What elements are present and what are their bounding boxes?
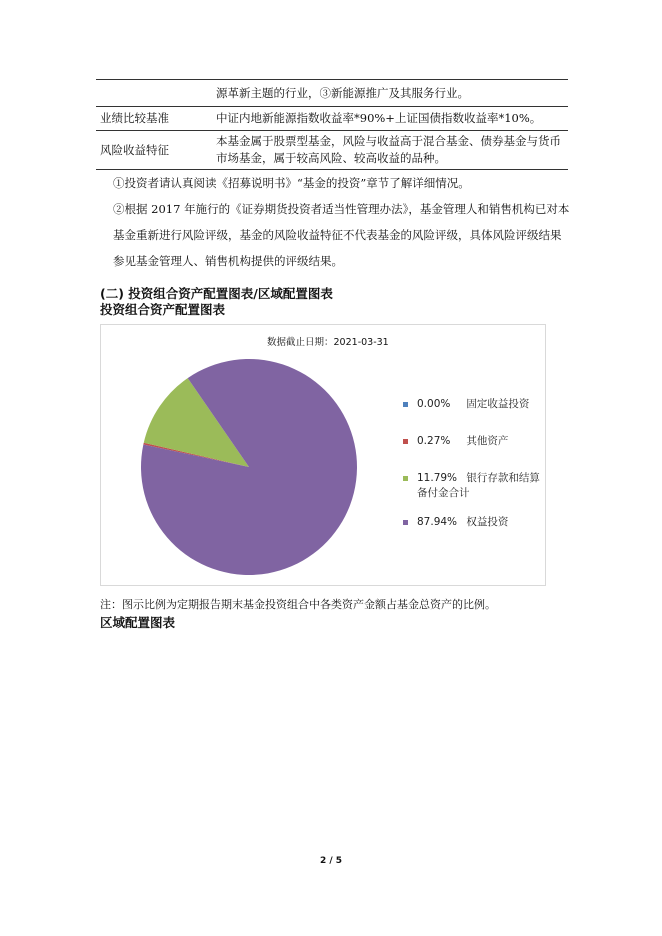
legend-name: 权益投资 [466,516,509,528]
asset-allocation-chart [100,324,546,586]
row-value: 中证内地新能源指数收益率*90%+上证国债指数收益率*10%。 [216,111,542,125]
region-title: 区域配置图表 [100,615,176,630]
legend-percent: 0.27% [417,435,451,447]
legend-swatch [403,439,408,444]
table-row [96,107,568,131]
legend-item [401,397,541,412]
legend-name: 固定收益投资 [466,398,530,410]
page-number: 2 / 5 [319,856,343,866]
chart-subtitle: 投资组合资产配置图表 [100,302,226,317]
chart-date-label: 数据截止日期： [267,337,334,348]
legend-name: 其他资产 [466,435,509,447]
legend-swatch [403,476,408,481]
legend-item [401,434,541,449]
note-2: ②根据 2017 年施行的《证券期货投资者适当性管理办法》，基金管理人和销售机构已对本基金重新进行风险评级，基金的风险收益特征不代表基金的风险评级，具体风险评级结果参见基金管理人、销售机构提供的评级结果。 [113,202,570,268]
notes-block [100,170,570,274]
fund-info-table [96,79,568,170]
table-row [96,80,568,107]
table-row [96,131,568,170]
legend-name: 银行存款和结算备付金合计 [417,472,540,499]
legend-percent: 87.94% [417,516,458,528]
section-title: (二) 投资组合资产配置图表/区域配置图表 [100,286,333,301]
legend-percent: 0.00% [417,398,451,410]
chart-date [267,334,389,348]
legend-swatch [403,402,408,407]
legend-item [401,471,541,501]
row-value: 本基金属于股票型基金，风险与收益高于混合基金、债券基金与货币市场基金，属于较高风险、较高收益的品种。 [216,134,561,165]
legend-percent: 11.79% [417,472,458,484]
row-label: 业绩比较基准 [100,111,169,125]
chart-footnote: 注：图示比例为定期报告期末基金投资组合中各类资产金额占基金总资产的比例。 [100,598,496,611]
chart-legend [401,397,541,552]
legend-swatch [403,520,408,525]
row-label: 风险收益特征 [100,142,169,157]
row-value: 源革新主题的行业，③新能源推广及其服务行业。 [216,85,469,100]
chart-date-value: 2021-03-31 [333,337,389,348]
row-label [96,80,212,107]
legend-item [401,515,541,530]
note-1: ①投资者请认真阅读《招募说明书》“基金的投资”章节了解详细情况。 [113,176,470,190]
